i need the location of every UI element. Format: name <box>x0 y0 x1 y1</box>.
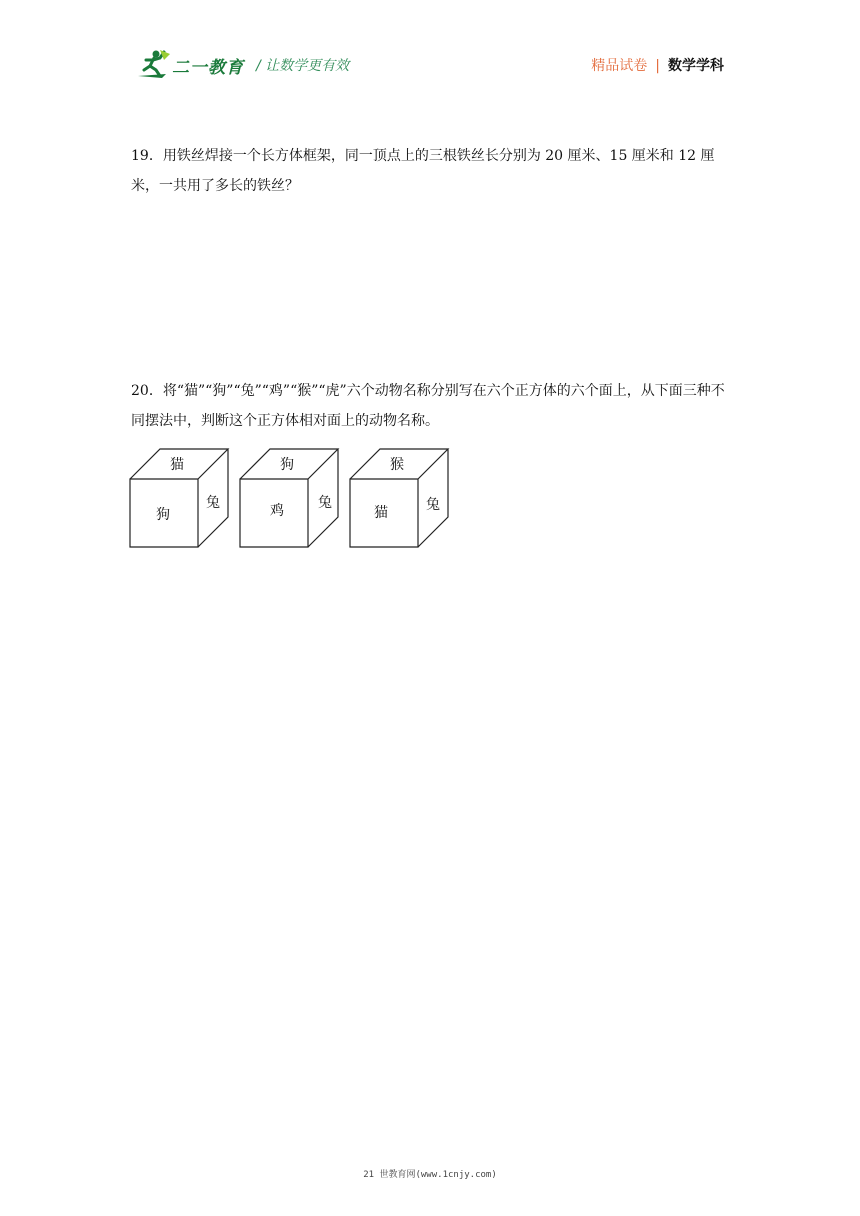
cube-1-right-label: 兔 <box>206 495 220 511</box>
cube-3-right-label: 兔 <box>426 497 440 513</box>
cube-1-front-label: 狗 <box>156 507 170 523</box>
question-number: 19． <box>131 148 163 164</box>
page-footer: 21 世教育网(www.1cnjy.com) <box>363 1170 497 1180</box>
cube-2-front-label: 鸡 <box>270 503 284 519</box>
cube-3 <box>350 449 448 547</box>
header-tag-subject: 数学学科 <box>668 58 724 74</box>
question-text: 将“猫”“狗”“兔”“鸡”“猴”“虎”六个动物名称分别写在六个正方体的六个面上，从下面三种不同摆法中，判断这个正方体相对面上的动物名称。 <box>131 383 725 429</box>
cube-3-front-label: 猫 <box>374 505 388 521</box>
header-tag-paper: 精品试卷 <box>591 58 648 74</box>
page-header <box>0 0 860 90</box>
question-text: 用铁丝焊接一个长方体框架，同一顶点上的三根铁丝长分别为 20 厘米、15 厘米和 12 厘米，一共用了多长的铁丝？ <box>131 148 715 194</box>
cube-2-right-label: 兔 <box>318 495 332 511</box>
brand-name: 二一教育 <box>172 58 244 78</box>
header-slogan: / 让数学更有效 <box>256 58 350 74</box>
cube-1 <box>130 449 228 547</box>
cube-2 <box>240 449 338 547</box>
question-19 <box>131 141 729 201</box>
cube-2-top-label: 狗 <box>280 457 294 473</box>
header-separator: | <box>655 58 660 74</box>
cube-1-top-label: 猫 <box>170 457 184 473</box>
cube-3-top-label: 猴 <box>390 457 404 473</box>
cube-figures <box>128 445 458 555</box>
question-20 <box>131 376 729 436</box>
question-number: 20． <box>131 383 163 399</box>
header-tags <box>591 55 724 75</box>
